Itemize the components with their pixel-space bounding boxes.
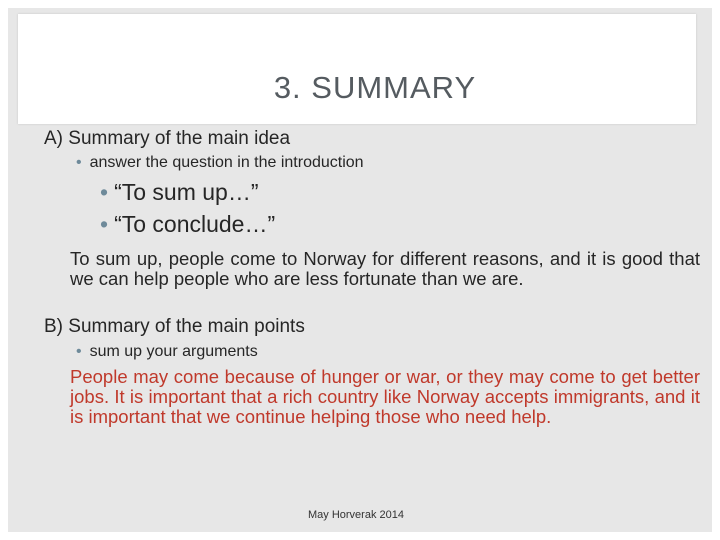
phrase-text: “To conclude…” bbox=[114, 211, 276, 237]
bullet-icon: • bbox=[100, 211, 109, 237]
section-b-bullet-text: sum up your arguments bbox=[89, 343, 258, 360]
bullet-icon: • bbox=[100, 179, 109, 205]
footer-credit: May Horverak 2014 bbox=[308, 509, 404, 521]
section-a-heading: A) Summary of the main idea bbox=[44, 128, 291, 149]
slide-title: 3. SUMMARY bbox=[273, 70, 477, 105]
phrase-text: “To sum up…” bbox=[114, 179, 259, 205]
section-a-paragraph: To sum up, people come to Norway for different reasons, and it is good that we can help people who are less fortunate than we are. bbox=[70, 248, 700, 289]
bullet-icon: • bbox=[76, 343, 82, 360]
section-a-bullet-text: answer the question in the introduction bbox=[89, 154, 364, 171]
phrase-item bbox=[100, 178, 259, 206]
section-a-bullet bbox=[76, 154, 364, 172]
section-b-bullet bbox=[76, 343, 258, 361]
bullet-icon: • bbox=[76, 154, 82, 171]
phrase-item bbox=[100, 210, 275, 238]
section-b-paragraph: People may come because of hunger or war, or they may come to get better jobs. It is important that a rich country like Norway accepts immigrants, and it is important that we continue helping those who need help. bbox=[70, 366, 700, 427]
section-b-heading: B) Summary of the main points bbox=[44, 316, 305, 337]
title-box bbox=[18, 14, 696, 124]
